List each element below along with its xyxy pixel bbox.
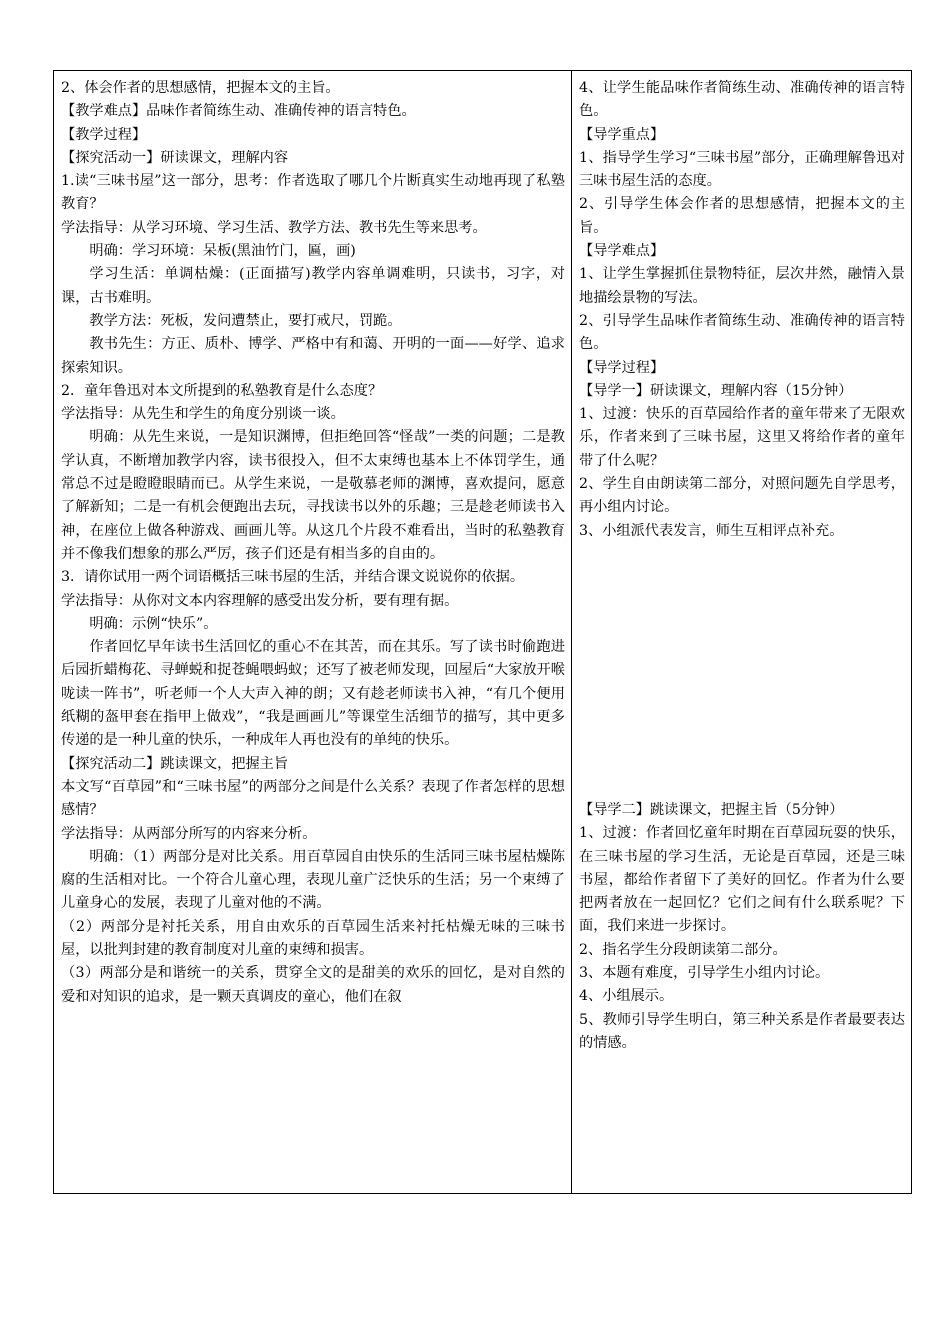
left-paragraph: 作者回忆早年读书生活回忆的重心不在其苦，而在其乐。写了读书时偷跑进后园折蜡梅花、寻蝉蜕和捉苍蝇喂蚂蚁；还写了被老师发现，回屋后“大家放开喉咙读一阵书”，听老师一个人大声入神的朗；又有趁老师读书入神，“有几个便用纸糊的盔甲套在指甲上做戏”，“我是画画儿”等课堂生活细节的描写，其中更多传递的是一种儿童的快乐，一种成年人再也没有的单纯的快乐。: [61, 639, 565, 749]
left-paragraph: 教书先生：方正、质朴、博学、严格中有和蔼、开明的一面——好学、追求探索知识。: [61, 336, 565, 376]
column-divider: [571, 71, 572, 1193]
left-paragraph: 本文写“百草园”和“三味书屋”的两部分之间是什么关系？表现了作者怎样的思想感情？: [61, 778, 565, 819]
left-paragraph: 1.读“三味书屋”这一部分，思考：作者选取了哪几个片断真实生动地再现了私塾教育？: [61, 173, 565, 213]
left-paragraph: 学法指导：从学习环境、学习生活、教学方法、教书先生等来思考。: [61, 219, 487, 236]
column-spacer: [579, 543, 905, 799]
left-paragraph: 学法指导：从你对文本内容理解的感受出发分析，要有理有据。: [61, 592, 459, 609]
left-paragraph: 【教学难点】品味作者简练生动、准确传神的语言特色。: [61, 103, 416, 120]
guided-learning-bottom: [579, 799, 905, 1055]
left-paragraph: （2）两部分是衬托关系，用自由欢乐的百草园生活来衬托枯燥无味的三味书屋，以批判封建的教育制度对儿童的束缚和损害。: [61, 918, 565, 958]
right-paragraph: 2、引导学生品味作者简练生动、准确传神的语言特色。: [579, 312, 905, 353]
guided-learning-column: [579, 77, 905, 1055]
left-paragraph: 学习生活：单调枯燥：(正面描写)教学内容单调难明，只读书，习字，对课，古书难明。: [61, 266, 565, 306]
left-paragraph: 明确：（1）两部分是对比关系。用百草园自由快乐的生活同三味书屋枯燥陈腐的生活相对比。一个符合儿童心理，表现儿童广泛快乐的生活；另一个束缚了儿童身心的发展，表现了儿童对他的不满。: [61, 848, 565, 912]
left-paragraph: 明确：学习环境：呆板(黑油竹门，匾，画): [89, 243, 356, 260]
right-paragraph: 5、教师引导学生明白，第三种关系是作者最要表达的情感。: [579, 1011, 905, 1051]
right-paragraph: 【导学过程】: [579, 359, 665, 376]
lesson-plan-table: [53, 70, 912, 1194]
left-paragraph: 【探究活动二】跳读课文，把握主旨: [61, 755, 289, 772]
right-paragraph: 2、引导学生体会作者的思想感情，把握本文的主旨。: [579, 196, 905, 236]
right-paragraph: 2、学生自由朗读第二部分，对照问题先自学思考，再小组内讨论。: [579, 476, 905, 516]
right-paragraph: 【导学二】跳读课文，把握主旨（5分钟）: [579, 801, 844, 818]
left-paragraph: 明确：示例“快乐”。: [89, 615, 218, 632]
right-paragraph: 【导学难点】: [579, 243, 665, 260]
right-paragraph: 1、过渡：作者回忆童年时期在百草园玩耍的快乐，在三味书屋的学习生活，无论是百草园，还是三味书屋，都给作者留下了美好的回忆。作者为什么要把两者放在一起回忆？它们之间有什么联系呢？下面，我们来进一步探讨。: [579, 825, 905, 935]
right-paragraph: 3、本题有难度，引导学生小组内讨论。: [579, 965, 830, 982]
left-paragraph: 2．童年鲁迅对本文所提到的私塾教育是什么态度？: [61, 382, 383, 399]
right-paragraph: 2、指名学生分段朗读第二部分。: [579, 941, 787, 958]
left-paragraph: 3．请你试用一两个词语概括三味书屋的生活，并结合课文说说你的依据。: [61, 569, 525, 586]
left-paragraph: 【教学过程】: [61, 126, 147, 143]
teaching-process-column: [61, 77, 565, 1009]
right-paragraph: 4、让学生能品味作者简练生动、准确传神的语言特色。: [579, 80, 905, 120]
guided-learning-top: [579, 77, 905, 543]
right-paragraph: 4、小组展示。: [579, 988, 674, 1005]
left-paragraph: 2、体会作者的思想感情，把握本文的主旨。: [61, 80, 340, 96]
left-paragraph: 学法指导：从先生和学生的角度分别谈一谈。: [61, 406, 345, 423]
right-paragraph: 1、过渡：快乐的百草园给作者的童年带来了无限欢乐，作者来到了三味书屋，这里又将给作者的童年带了什么呢？: [579, 406, 905, 469]
left-paragraph: （3）两部分是和谐统一的关系，贯穿全文的是甜美的欢乐的回忆，是对自然的爱和对知识的追求，是一颗天真调皮的童心，他们在叙: [61, 965, 565, 1005]
left-paragraph: 学法指导：从两部分所写的内容来分析。: [61, 825, 317, 842]
right-paragraph: 【导学重点】: [579, 126, 665, 143]
right-paragraph: 3、小组派代表发言，师生互相评点补充。: [579, 522, 844, 539]
right-paragraph: 1、指导学生学习“三味书屋”部分，正确理解鲁迅对三味书屋生活的态度。: [579, 149, 905, 190]
right-paragraph: 1、让学生掌握抓住景物特征，层次井然，融情入景地描绘景物的写法。: [579, 266, 905, 306]
left-paragraph: 【探究活动一】研读课文，理解内容: [61, 149, 289, 166]
left-paragraph: 教学方法：死板，发问遭禁止，要打戒尺，罚跪。: [89, 312, 402, 329]
right-paragraph: 【导学一】研读课文，理解内容（15分钟）: [579, 382, 853, 399]
left-paragraph: 明确：从先生来说，一是知识渊博，但拒绝回答“怪哉”一类的问题；二是教学认真，不断增加教学内容，读书很投入，但不太束缚也基本上不体罚学生，通常总不过是瞪瞪眼睛而已。从学生来说，一是敬慕老师的渊博，喜欢提问，愿意了解新知；二是一有机会便跑出去玩，寻找读书以外的乐趣；三是趁老师读书入神，在座位上做各种游戏、画画儿等。从这几个片段不难看出，当时的私塾教育并不像我们想象的那么严厉，孩子们还是有相当多的自由的。: [61, 429, 565, 562]
